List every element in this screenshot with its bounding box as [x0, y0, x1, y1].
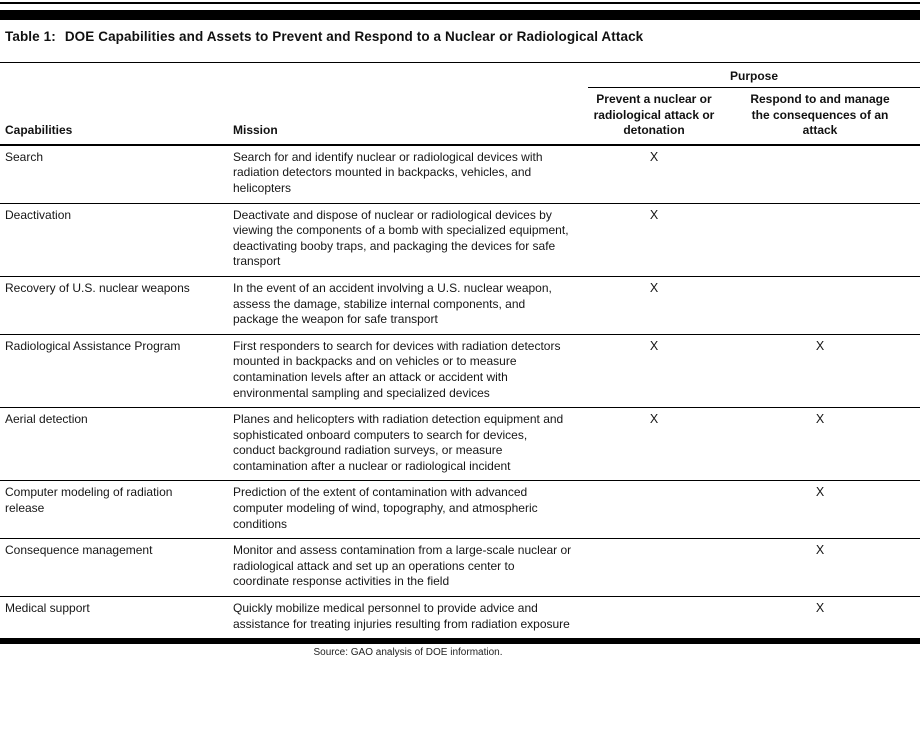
capability-cell: Radiological Assistance Program [5, 338, 181, 353]
col-header-respond-text: Respond to and manage the consequences of an attack [750, 92, 890, 138]
prevent-mark-cell: X [649, 412, 659, 427]
prevent-mark-cell: X [649, 280, 659, 295]
col-header-mission: Mission [233, 123, 278, 138]
purpose-spacer [0, 63, 588, 88]
prevent-mark-cell [588, 597, 720, 639]
bottom-thick-bar [0, 638, 920, 644]
top-thin-rule [0, 2, 920, 4]
respond-mark-cell: X [815, 601, 825, 616]
capability-cell: Consequence management [5, 543, 153, 558]
col-header-prevent-text: Prevent a nuclear or radiological attack or detonation [593, 92, 715, 138]
table-row [0, 597, 920, 639]
capability-cell: Medical support [5, 601, 90, 616]
col-header-capabilities: Capabilities [5, 123, 73, 138]
capability-cell: Computer modeling of radiation release [5, 485, 173, 516]
table-row [0, 539, 920, 597]
col-header-respond [720, 88, 920, 145]
table-title-text: DOE Capabilities and Assets to Prevent and Respond to a Nuclear or Radiological Attack [64, 29, 644, 44]
mission-cell: Planes and helicopters with radiation detection equipment and sophisticated onboard computers to search for devices, conduct background radiation surveys, or measure contamination after a nuclear or radiological incident [233, 412, 564, 473]
mission-cell: In the event of an accident involving a U.S. nuclear weapon, assess the damage, stabilize internal components, and package the weapon for safe transport [233, 280, 552, 327]
table-row [0, 334, 920, 407]
respond-mark-cell [720, 276, 920, 334]
capability-cell: Recovery of U.S. nuclear weapons [5, 280, 190, 295]
capability-cell: Aerial detection [5, 412, 88, 427]
purpose-group-header: Purpose [588, 63, 920, 88]
prevent-mark-cell: X [649, 338, 659, 353]
capability-cell: Deactivation [5, 207, 72, 222]
respond-mark-cell [720, 145, 920, 203]
prevent-mark-cell: X [649, 207, 659, 222]
table-header [0, 63, 920, 145]
table-row [0, 145, 920, 203]
respond-mark-cell: X [815, 412, 825, 427]
table-row [0, 481, 920, 539]
table-row [0, 276, 920, 334]
respond-mark-cell: X [815, 338, 825, 353]
column-header-row [0, 88, 920, 145]
top-thick-bar [0, 10, 920, 20]
respond-mark-cell [720, 203, 920, 276]
table-title-label: Table 1: [5, 29, 56, 44]
prevent-mark-cell [588, 539, 720, 597]
capability-cell: Search [5, 149, 44, 164]
mission-cell: Deactivate and dispose of nuclear or radiological devices by viewing the components of a bomb with specialized equipment, deactivating booby traps, and packaging the devices for safe transport [233, 207, 569, 269]
respond-mark-cell: X [815, 485, 825, 500]
prevent-mark-cell [588, 481, 720, 539]
respond-mark-cell: X [815, 543, 825, 558]
purpose-group-row [0, 63, 920, 88]
mission-cell: First responders to search for devices with radiation detectors mounted in backpacks and on vehicles or to measure contamination levels after an attack or accident with environmental sampling and specialized devices [233, 338, 561, 400]
table-body [0, 145, 920, 638]
capabilities-table [0, 62, 920, 638]
document-page [0, 2, 920, 752]
mission-cell: Prediction of the extent of contamination with advanced computer modeling of wind, topography, and atmospheric conditions [233, 485, 538, 531]
source-note: Source: GAO analysis of DOE information. [313, 647, 503, 659]
mission-cell: Search for and identify nuclear or radiological devices with radiation detectors mounted in backpacks, vehicles, and helicopters [233, 149, 543, 195]
col-header-prevent [588, 88, 720, 145]
prevent-mark-cell: X [649, 149, 659, 164]
mission-cell: Quickly mobilize medical personnel to provide advice and assistance for treating injuries resulting from radiation exposure [233, 601, 570, 631]
table-row [0, 408, 920, 481]
table-title [5, 29, 920, 44]
table-row [0, 203, 920, 276]
mission-cell: Monitor and assess contamination from a large-scale nuclear or radiological attack and set up an operations center to coordinate response activities in the field [233, 543, 572, 589]
